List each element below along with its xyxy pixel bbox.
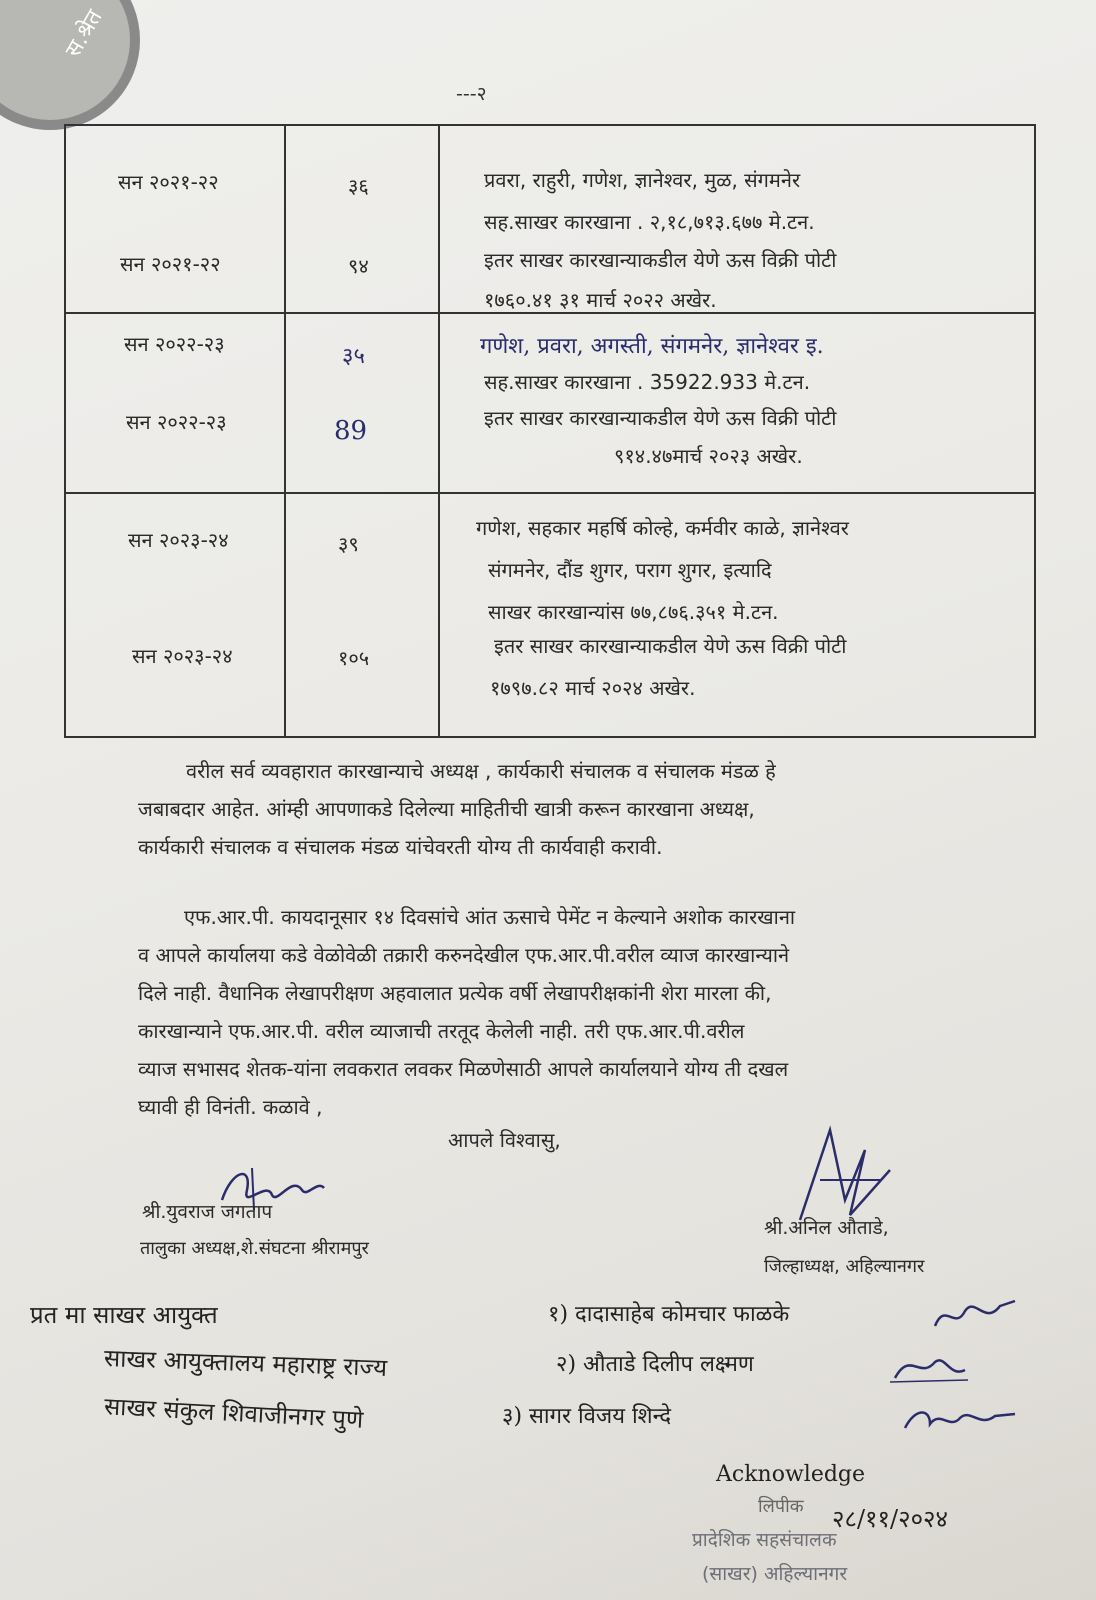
paragraph-responsibility	[138, 752, 1018, 866]
paragraph-line: कार्यकारी संचालक व संचालक मंडळ यांचेवरती योग्य ती कार्यवाही करावी.	[138, 835, 663, 859]
year-cell: सन २०२३-२४	[128, 528, 229, 552]
handwritten-receipt: लिपीक	[758, 1496, 804, 1517]
paragraph-line: दिले नाही. वैधानिक लेखापरीक्षण अहवालात प्रत्येक वर्षी लेखापरीक्षकांनी शेरा मारला की,	[138, 981, 772, 1005]
signatory-left-name: श्री.युवराज जगताप	[142, 1201, 273, 1223]
detail-line: साखर कारखान्यांस ७७,८७६.३५१ मे.टन.	[488, 600, 779, 624]
detail-line: प्रवरा, राहुरी, गणेश, ज्ञानेश्वर, मुळ, संगमनेर	[484, 168, 801, 192]
handwritten-copy-line: साखर संकुल शिवाजीनगर पुणे	[103, 1392, 364, 1434]
handwritten-name: ३) सागर विजय शिन्दे	[502, 1404, 672, 1429]
office-stamp-line: प्रादेशिक सहसंचालक	[692, 1529, 837, 1551]
handwritten-name: १) दादासाहेब कोमचार फाळके	[548, 1302, 790, 1327]
handwritten-receipt: २८/११/२०२४	[832, 1505, 949, 1533]
paragraph-line: व आपले कार्यालया कडे वेळोवेळी तक्रारी करुनदेखील एफ.आर.पी.वरील व्याज कारखान्याने	[138, 943, 790, 967]
count-cell: 89	[334, 416, 368, 446]
page-number: ---२	[456, 83, 487, 105]
detail-line: संगमनेर, दौंड शुगर, पराग शुगर, इत्यादि	[488, 558, 772, 582]
table-divider	[284, 126, 286, 736]
signatory-left-title: तालुका अध्यक्ष,शे.संघटना श्रीरामपुर	[140, 1238, 369, 1259]
handwritten-receipt: Acknowledge	[716, 1462, 866, 1487]
detail-line: सह.साखर कारखाना . 35922.933 मे.टन.	[484, 370, 811, 394]
detail-line: गणेश, सहकार महर्षि कोल्हे, कर्मवीर काळे, ज्ञानेश्वर	[476, 516, 849, 540]
paragraph-line: कारखान्याने एफ.आर.पी. वरील व्याजाची तरतूद केलेली नाही. तरी एफ.आर.पी.वरील	[138, 1019, 745, 1043]
handwritten-name: २) औताडे दिलीप लक्ष्मण	[556, 1352, 754, 1377]
detail-line: इतर साखर कारखान्याकडील येणे ऊस विक्री पोटी	[484, 406, 837, 430]
handwritten-copy-line: प्रत मा साखर आयुक्त	[30, 1301, 218, 1329]
detail-line: १७९७.८२ मार्च २०२४ अखेर.	[490, 676, 696, 700]
data-table	[64, 124, 1036, 738]
round-stamp	[0, 0, 140, 130]
paragraph-line: एफ.आर.पी. कायदानूसार १४ दिवसांचे आंत ऊसाचे पेमेंट न केल्याने अशोक कारखाना	[184, 905, 796, 929]
detail-line: इतर साखर कारखान्याकडील येणे ऊस विक्री पोटी	[494, 634, 847, 658]
paragraph-line: व्याज सभासद शेतक-यांना लवकरात लवकर मिळणेसाठी आपले कार्यालयाने योग्य ती दखल	[138, 1057, 789, 1081]
detail-line: सह.साखर कारखाना . २,१८,७१३.६७७ मे.टन.	[484, 210, 815, 234]
year-cell: सन २०२१-२२	[118, 170, 219, 194]
closing-text: आपले विश्वासु,	[448, 1128, 561, 1152]
year-cell: सन २०२१-२२	[120, 252, 221, 276]
count-cell: ९४	[348, 254, 369, 278]
detail-line: गणेश, प्रवरा, अगस्ती, संगमनेर, ज्ञानेश्वर इ.	[480, 334, 824, 359]
stamp-text: स.श्रेत	[60, 5, 108, 62]
detail-line: ९१४.४७मार्च २०२३ अखेर.	[614, 444, 803, 468]
signatory-right-title: जिल्हाध्यक्ष, अहिल्यानगर	[764, 1256, 925, 1277]
initials-icon	[900, 1400, 1020, 1440]
initials-icon	[890, 1350, 970, 1386]
paragraph-frp-request	[138, 898, 1018, 1126]
signatory-right-name: श्री.अनिल औताडे,	[764, 1217, 889, 1239]
office-stamp-line: (साखर) अहिल्यानगर	[702, 1563, 848, 1585]
table-divider	[66, 492, 1034, 494]
initials-icon	[930, 1296, 1020, 1336]
paragraph-line: घ्यावी ही विनंती. कळावे ,	[138, 1095, 323, 1119]
paragraph-line: जबाबदार आहेत. आंम्ही आपणाकडे दिलेल्या माहितीची खात्री करून कारखाना अध्यक्ष,	[138, 797, 755, 821]
count-cell: ३९	[338, 532, 359, 556]
year-cell: सन २०२२-२३	[126, 410, 227, 434]
year-cell: सन २०२३-२४	[132, 644, 233, 668]
count-cell: १०५	[338, 646, 370, 670]
detail-line: इतर साखर कारखान्याकडील येणे ऊस विक्री पोटी	[484, 248, 837, 272]
table-divider	[438, 126, 440, 736]
paragraph-line: वरील सर्व व्यवहारात कारखान्याचे अध्यक्ष , कार्यकारी संचालक व संचालक मंडळ हे	[186, 759, 776, 783]
detail-line: १७६०.४१ ३१ मार्च २०२२ अखेर.	[484, 288, 717, 312]
count-cell: ३६	[348, 174, 369, 198]
year-cell: सन २०२२-२३	[124, 332, 225, 356]
count-cell: ३५	[342, 344, 365, 369]
handwritten-copy-line: साखर आयुक्तालय महाराष्ट्र राज्य	[103, 1344, 388, 1382]
